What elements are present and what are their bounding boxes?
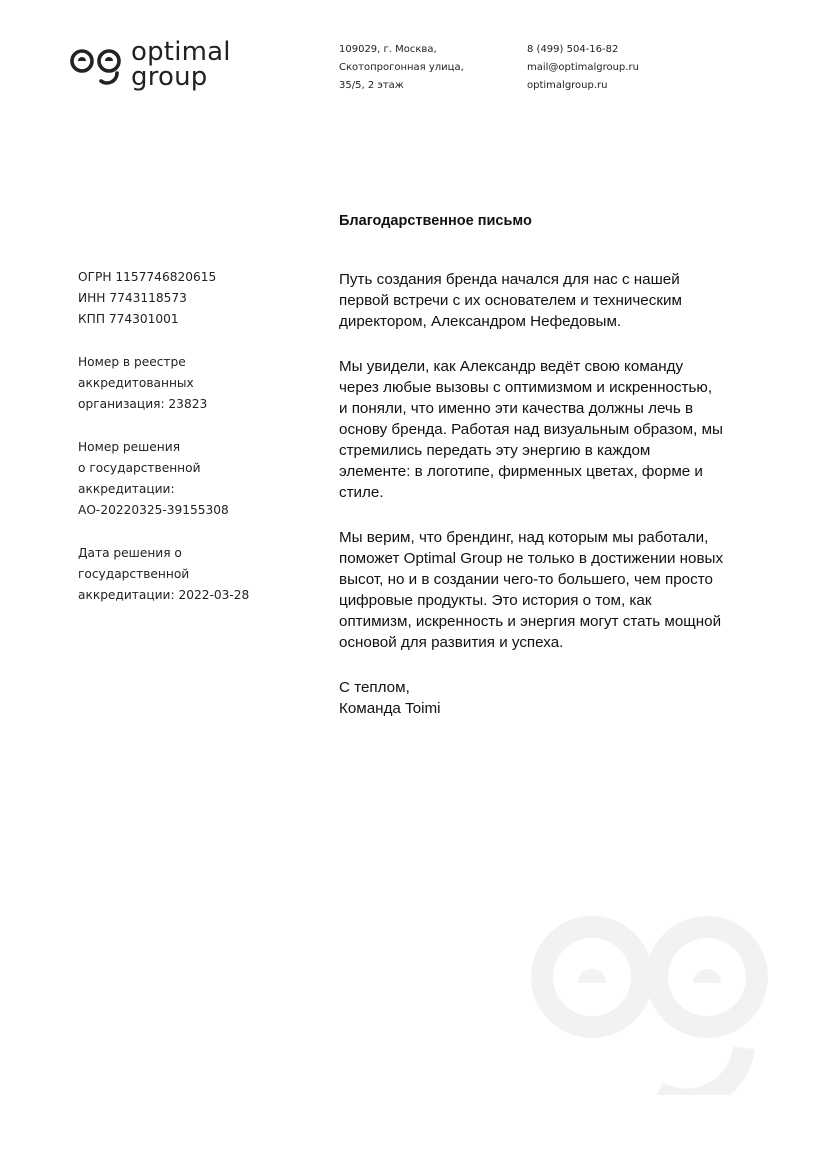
paragraph-line: Мы верим, что брендинг, над которым мы работали, [339, 529, 709, 546]
signoff-line: Команда Toimi [339, 700, 441, 717]
requisite-line: Номер в реестре [78, 355, 186, 369]
paragraph-line: директором, Александром Нефедовым. [339, 313, 622, 330]
letter-paragraph [339, 269, 739, 332]
requisites-registry [78, 352, 278, 415]
website: optimalgroup.ru [527, 80, 608, 91]
phone-number: 8 (499) 504-16-82 [527, 44, 619, 55]
signoff-line: С теплом, [339, 679, 410, 696]
letter-title: Благодарственное письмо [339, 213, 532, 229]
paragraph-line: высот, но и в создании чего-то большего, чем просто [339, 571, 713, 588]
requisite-line: государственной [78, 567, 190, 581]
requisite-line: аккредитованных [78, 376, 194, 390]
requisite-line: Номер решения [78, 440, 181, 454]
address-line: 109029, г. Москва, [339, 44, 437, 55]
requisite-line: аккредитации: 2022-03-28 [78, 588, 250, 602]
paragraph-line: Путь создания бренда начался для нас с нашей [339, 271, 680, 288]
logo-eyes-icon [70, 46, 126, 90]
address-line: Скотопрогонная улица, [339, 62, 464, 73]
requisite-line: ОГРН 1157746820615 [78, 270, 217, 284]
address-line: 35/5, 2 этаж [339, 80, 404, 91]
paragraph-line: первой встречи с их основателем и техническим [339, 292, 682, 309]
company-contacts [527, 41, 639, 95]
paragraph-line: через любые вызовы с оптимизмом и искренностью, [339, 379, 713, 396]
paragraph-line: цифровые продукты. Это история о том, как [339, 592, 652, 609]
requisites-decision-number [78, 437, 278, 521]
requisite-line: аккредитации: [78, 482, 175, 496]
requisites-tax-ids [78, 267, 278, 330]
letter-signoff [339, 677, 739, 719]
requisite-line: Дата решения о [78, 546, 182, 560]
requisite-line: КПП 774301001 [78, 312, 179, 326]
paragraph-line: и поняли, что именно эти качества должны лечь в [339, 400, 694, 417]
logo-line-2: group [131, 62, 208, 92]
requisites-decision-date [78, 543, 278, 606]
paragraph-line: Мы увидели, как Александр ведёт свою команду [339, 358, 684, 375]
logo-line-1: optimal [131, 37, 231, 67]
paragraph-line: поможет Optimal Group не только в достижении новых [339, 550, 724, 567]
paragraph-line: стиле. [339, 484, 384, 501]
logo-watermark-icon [530, 915, 770, 1095]
requisite-line: АО-20220325-39155308 [78, 503, 229, 517]
letter-paragraph [339, 527, 739, 653]
requisite-line: организация: 23823 [78, 397, 208, 411]
requisite-line: ИНН 7743118573 [78, 291, 187, 305]
paragraph-line: основой для развития и успеха. [339, 634, 564, 651]
company-address [339, 41, 464, 95]
requisite-line: о государственной [78, 461, 201, 475]
paragraph-line: стремились передать эту энергию в каждом [339, 442, 651, 459]
letter-paragraph [339, 356, 739, 503]
company-requisites [78, 267, 278, 628]
paragraph-line: основу бренда. Работая над визуальным образом, мы [339, 421, 723, 438]
company-logo [70, 37, 240, 96]
email-address: mail@optimalgroup.ru [527, 62, 639, 73]
paragraph-line: оптимизм, искренность и энергия могут стать мощной [339, 613, 722, 630]
letter-body [339, 269, 739, 743]
paragraph-line: элементе: в логотипе, фирменных цветах, форме и [339, 463, 703, 480]
logo-wordmark [131, 37, 231, 92]
